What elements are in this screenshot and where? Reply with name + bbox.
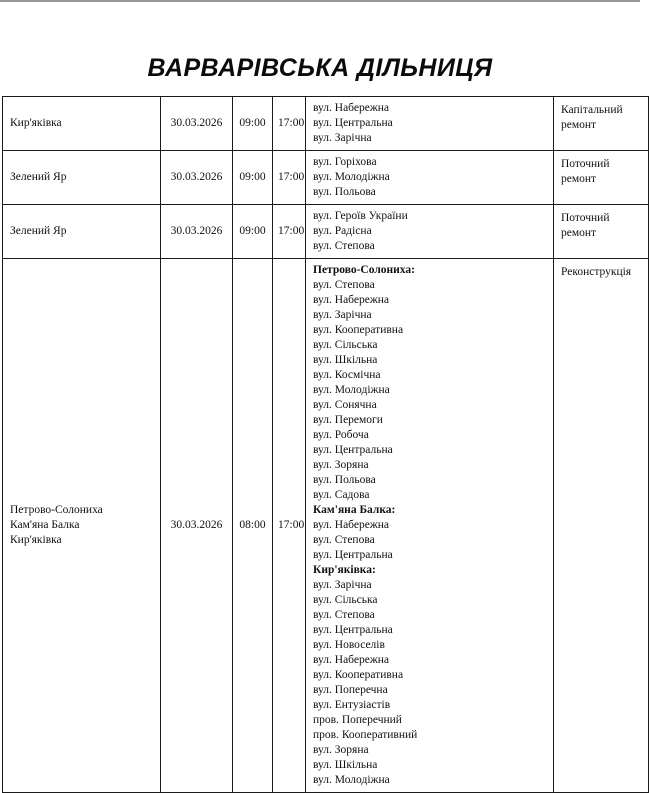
street-name: вул. Космічна <box>313 369 381 381</box>
street-name: вул. Набережна <box>313 654 390 666</box>
street-name: вул. Сільська <box>313 594 378 606</box>
cell-work-type <box>554 205 649 259</box>
street-name: пров. Поперечний <box>313 714 402 726</box>
cell-time-end: 17:00 <box>273 259 306 793</box>
cell-streets-list <box>306 259 554 793</box>
cell-streets-list <box>306 205 554 259</box>
settlement-name: Кир'яківка <box>10 533 62 546</box>
street-name: вул. Шкільна <box>313 759 378 771</box>
cell-outage-date: 30.03.2026 <box>161 97 233 151</box>
cell-time-start: 08:00 <box>233 259 273 793</box>
street-name: вул. Набережна <box>313 102 390 114</box>
street-name: вул. Героїв України <box>313 210 408 222</box>
street-group-heading: Петрово-Солониха: <box>313 264 415 276</box>
street-name: вул. Набережна <box>313 519 390 531</box>
page-top-rule <box>0 0 640 2</box>
cell-time-end: 17:00 <box>273 151 306 205</box>
street-name: вул. Горіхова <box>313 156 377 168</box>
street-name: вул. Польова <box>313 474 376 486</box>
settlement-name: Кам'яна Балка <box>10 518 80 531</box>
table-row <box>3 205 649 259</box>
street-name: вул. Новоселів <box>313 639 385 651</box>
street-name: вул. Ентузіастів <box>313 699 391 711</box>
street-name: вул. Польова <box>313 186 376 198</box>
street-name: вул. Зарічна <box>313 309 372 321</box>
work-type-label: Капітальний ремонт <box>561 104 623 131</box>
settlement-name: Зелений Яр <box>10 224 67 237</box>
settlement-name: Кир'яківка <box>10 116 62 129</box>
street-name: вул. Молодіжна <box>313 171 390 183</box>
cell-settlement <box>3 97 161 151</box>
street-name: вул. Набережна <box>313 294 390 306</box>
street-name: вул. Сільська <box>313 339 378 351</box>
street-name: вул. Молодіжна <box>313 384 390 396</box>
street-name: вул. Кооперативна <box>313 324 404 336</box>
table-row <box>3 151 649 205</box>
street-group-heading: Кир'яківка: <box>313 564 376 576</box>
settlement-name: Петрово-Солониха <box>10 503 103 516</box>
cell-time-start: 09:00 <box>233 151 273 205</box>
street-name: вул. Степова <box>313 534 375 546</box>
street-name: пров. Кооперативний <box>313 729 418 741</box>
street-name: вул. Степова <box>313 609 375 621</box>
cell-streets-list <box>306 151 554 205</box>
page-title: ВАРВАРІВСЬКА ДІЛЬНИЦЯ <box>147 54 493 82</box>
street-name: вул. Центральна <box>313 624 393 636</box>
cell-work-type <box>554 259 649 793</box>
cell-outage-date: 30.03.2026 <box>161 259 233 793</box>
cell-work-type <box>554 151 649 205</box>
cell-time-end: 17:00 <box>273 205 306 259</box>
table-row <box>3 97 649 151</box>
outage-table-body <box>3 97 649 793</box>
cell-outage-date: 30.03.2026 <box>161 151 233 205</box>
table-row <box>3 259 649 793</box>
street-name: вул. Зоряна <box>313 744 369 756</box>
cell-time-start: 09:00 <box>233 205 273 259</box>
street-name: вул. Степова <box>313 240 375 252</box>
street-name: вул. Робоча <box>313 429 369 441</box>
street-name: вул. Сонячна <box>313 399 377 411</box>
cell-work-type <box>554 97 649 151</box>
street-name: вул. Зарічна <box>313 132 372 144</box>
work-type-label: Реконструкція <box>561 266 632 278</box>
cell-streets-list <box>306 97 554 151</box>
street-name: вул. Центральна <box>313 549 393 561</box>
work-type-label: Поточний ремонт <box>561 212 610 239</box>
street-name: вул. Зоряна <box>313 459 369 471</box>
outage-schedule-table <box>2 96 649 793</box>
street-name: вул. Зарічна <box>313 579 372 591</box>
cell-time-start: 09:00 <box>233 97 273 151</box>
street-name: вул. Степова <box>313 279 375 291</box>
street-name: вул. Шкільна <box>313 354 378 366</box>
street-name: вул. Радісна <box>313 225 372 237</box>
street-name: вул. Садова <box>313 489 370 501</box>
street-name: вул. Кооперативна <box>313 669 404 681</box>
cell-time-end: 17:00 <box>273 97 306 151</box>
street-name: вул. Центральна <box>313 117 393 129</box>
cell-settlement <box>3 205 161 259</box>
settlement-name: Зелений Яр <box>10 170 67 183</box>
cell-settlement <box>3 259 161 793</box>
street-name: вул. Поперечна <box>313 684 388 696</box>
work-type-label: Поточний ремонт <box>561 158 610 185</box>
cell-settlement <box>3 151 161 205</box>
street-group-heading: Кам'яна Балка: <box>313 504 396 516</box>
street-name: вул. Центральна <box>313 444 393 456</box>
street-name: вул. Молодіжна <box>313 774 390 786</box>
cell-outage-date: 30.03.2026 <box>161 205 233 259</box>
street-name: вул. Перемоги <box>313 414 383 426</box>
